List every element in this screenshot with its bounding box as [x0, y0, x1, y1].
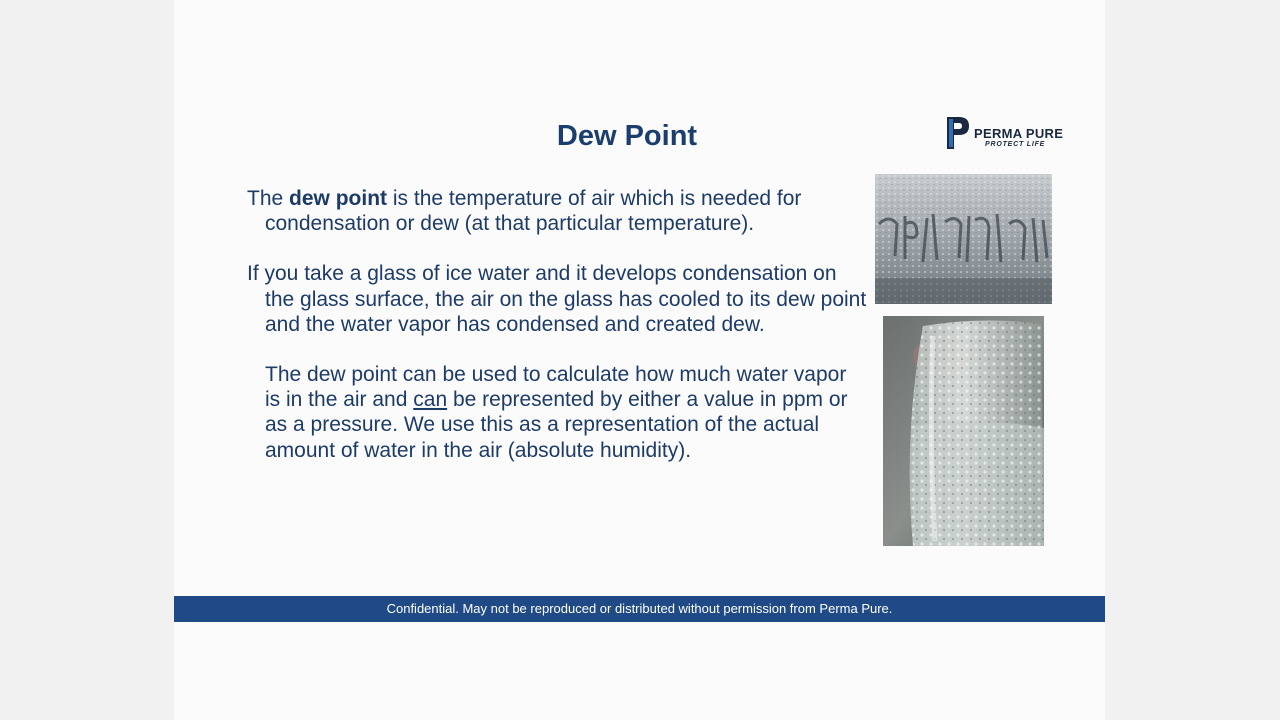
calculation-underlined: can	[413, 388, 448, 412]
slide-body	[247, 186, 867, 463]
calculation-text: be represented by either a value in ppm or as a pressure. We use this as a representation of the actual amount of water in the air (absolute humidity).	[265, 388, 848, 462]
logo-name: PERMA PURE	[974, 126, 1064, 141]
slide	[174, 0, 1105, 720]
calculation-lead: The dew point can be used to calculate how much water vapor is in the air and	[265, 363, 847, 412]
paragraph-calculation	[247, 362, 867, 463]
paragraph-ice-water: If you take a glass of ice water and it develops condensation on the glass surface, the air on the glass has cooled to its dew point and the water vapor has condensed and created dew.	[247, 262, 867, 336]
condensation-glass-photo	[883, 316, 1044, 546]
paragraph-definition	[247, 186, 867, 236]
definition-term: dew point	[289, 187, 388, 210]
perma-pure-logo-icon	[945, 115, 973, 151]
definition-text: is the temperature of air which is needed for condensation or dew (at that particular temperature).	[265, 187, 802, 236]
definition-lead: The	[247, 187, 290, 210]
slide-title: Dew Point	[556, 120, 698, 152]
condensation-window-photo	[875, 174, 1052, 304]
confidentiality-footer: Confidential. May not be reproduced or distributed without permission from Perma Pure.	[174, 596, 1105, 622]
logo-tagline: PROTECT LIFE	[985, 141, 1046, 148]
perma-pure-logo	[945, 115, 1075, 155]
